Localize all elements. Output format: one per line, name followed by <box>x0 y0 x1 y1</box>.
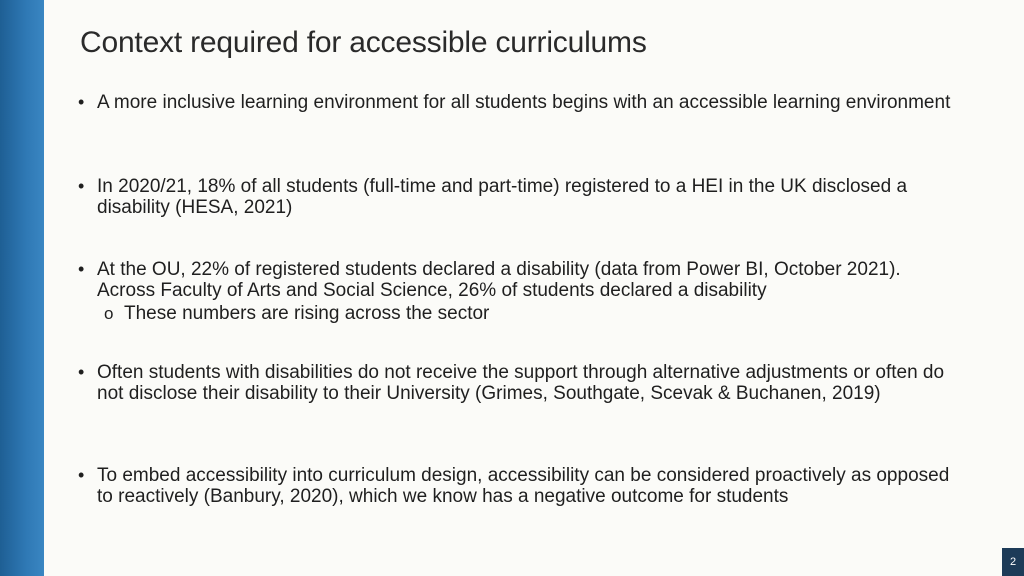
bullet-text: Often students with disabilities do not receive the support through alternative adjustments or often do not disclose their disability to their University (Grimes, Southgate, Scevak & Buchanen, 2019) <box>97 362 945 404</box>
bullet-marker: • <box>78 362 85 382</box>
bullet-text: To embed accessibility into curriculum design, accessibility can be considered proactively as opposed to reactively (Banbury, 2020), which we know has a negative outcome for students <box>97 465 950 507</box>
bullet-text: At the OU, 22% of registered students declared a disability (data from Power BI, October 2021). Across Faculty of Arts and Social Science, 26% of students declared a disability <box>97 259 901 301</box>
sub-bullet-item <box>104 303 944 324</box>
bullet-marker: • <box>78 92 85 112</box>
slide-title: Context required for accessible curriculums <box>80 26 647 59</box>
sub-bullet-text: These numbers are rising across the sector <box>124 303 490 324</box>
bullet-marker: • <box>78 465 85 485</box>
slide-accent-bar <box>0 0 44 576</box>
bullet-text: In 2020/21, 18% of all students (full-time and part-time) registered to a HEI in the UK disclosed a disability (HESA, 2021) <box>97 176 908 218</box>
sub-bullet-marker: o <box>104 304 114 323</box>
bullet-text: A more inclusive learning environment for all students begins with an accessible learning environment <box>97 92 951 113</box>
bullet-marker: • <box>78 176 85 196</box>
page-number-badge: 2 <box>1002 548 1024 576</box>
bullet-marker: • <box>78 259 85 279</box>
